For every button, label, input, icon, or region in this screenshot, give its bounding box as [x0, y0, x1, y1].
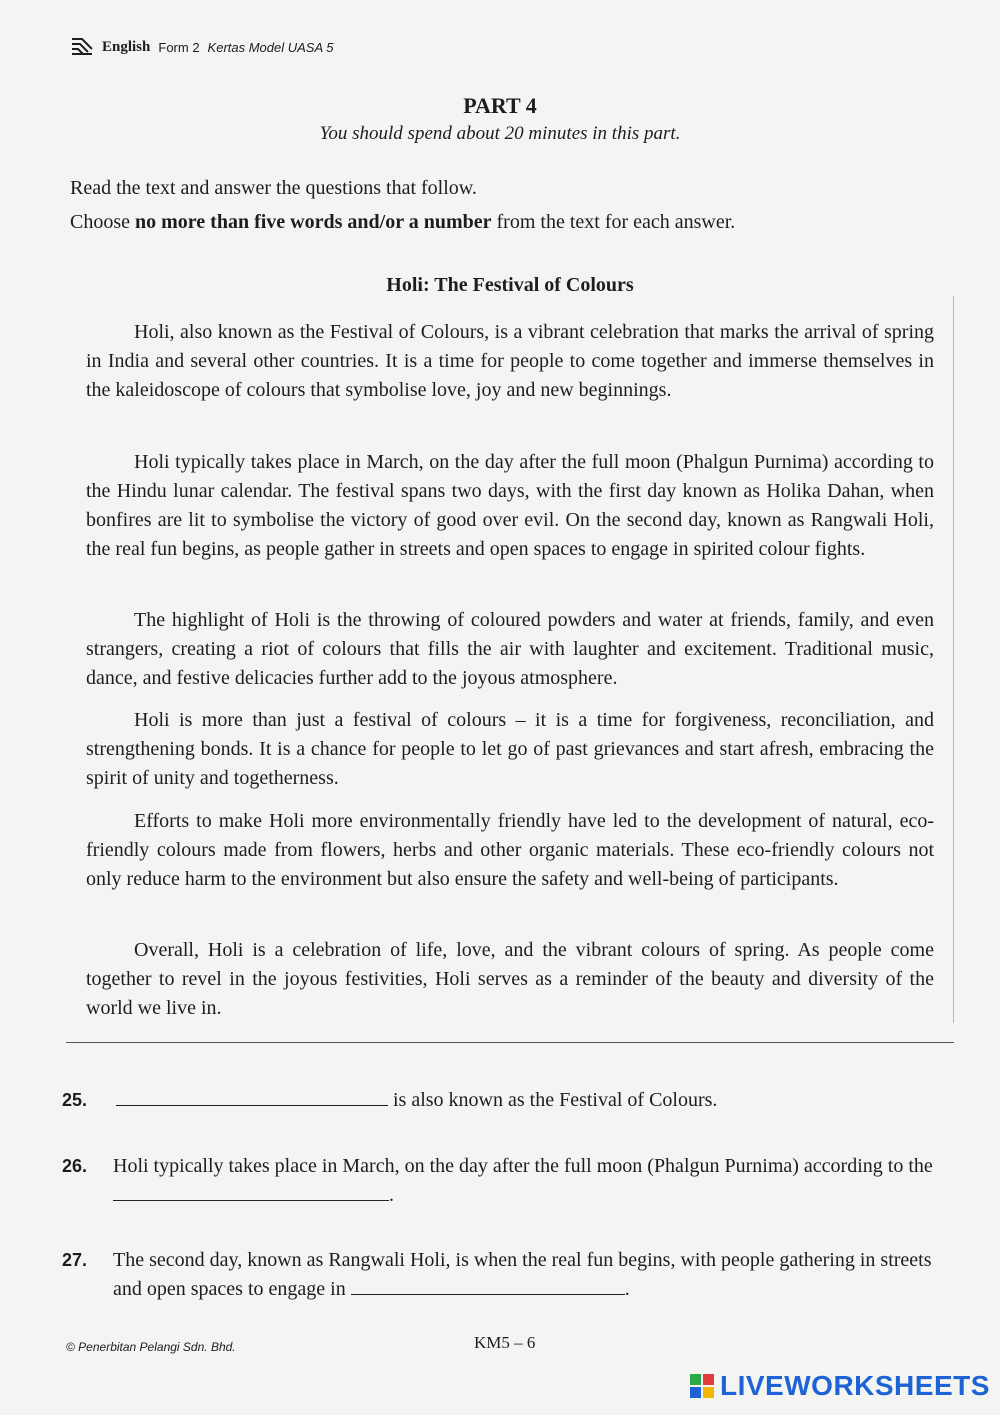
passage-paragraph-3: The highlight of Holi is the throwing of coloured powders and water at friends, family, and even strangers, creating a riot of colours that fills the air with laughter and excitement. Traditional music, dance, and festive delicacies further add to the joyous atmosphere.: [86, 609, 934, 689]
reading-passage: [66, 256, 954, 1043]
publisher-credit: © Penerbitan Pelangi Sdn. Bhd.: [66, 1340, 236, 1354]
page-header: [70, 36, 334, 58]
publisher-logo-icon: [70, 37, 94, 57]
answer-blank-25[interactable]: [116, 1104, 388, 1106]
question-number: 26.: [62, 1156, 88, 1176]
answer-blank-27[interactable]: [351, 1293, 625, 1295]
form-label: Form 2: [158, 39, 200, 55]
part-title: PART 4: [463, 93, 537, 118]
passage-paragraph-2: Holi typically takes place in March, on the day after the full moon (Phalgun Purnima) according to the Hindu lunar calendar. The festival spans two days, with the first day known as Holika Dahan, when bonfires are lit to symbolise the victory of good over evil. On the second day, known as Rangwali Holi, the real fun begins, as people gather in streets and open spaces to engage in spirited colour fights.: [86, 451, 934, 560]
instruction-line-2: Choose no more than five words and/or a number from the text for each answer.: [70, 211, 736, 233]
question-number: 27.: [62, 1250, 88, 1270]
passage-divider: [66, 1042, 954, 1043]
passage-paragraph-1: Holi, also known as the Festival of Colours, is a vibrant celebration that marks the arrival of spring in India and several other countries. It is a time for people to come together and immerse themselves in the kaleidoscope of colours that symbolise love, joy and new beginnings.: [86, 321, 934, 401]
passage-paragraph-5: Efforts to make Holi more environmentally friendly have led to the development of natural, eco-friendly colours made from flowers, herbs and other organic materials. These eco-friendly colours not only reduce harm to the environment but also ensure the safety and well-being of participants.: [86, 810, 934, 890]
passage-paragraph-4: Holi is more than just a festival of colours – it is a time for forgiveness, reconciliation, and strengthening bonds. It is a chance for people to let go of past grievances and start afresh, embracing the spirit of unity and togetherness.: [86, 709, 934, 789]
watermark-text: LIVEWORKSHEETS: [720, 1370, 990, 1401]
instruction-line-1: Read the text and answer the questions that follow.: [70, 177, 477, 199]
page-number: KM5 – 6: [474, 1333, 536, 1352]
passage-paragraph-6: Overall, Holi is a celebration of life, love, and the vibrant colours of spring. As people come together to revel in the joyous festivities, Holi serves as a reminder of the beauty and diversity of the world we live in.: [86, 939, 934, 1019]
subject-label: English: [102, 38, 151, 55]
liveworksheets-watermark: [690, 1370, 990, 1402]
question-number: 25.: [62, 1090, 88, 1110]
paper-label: Kertas Model UASA 5: [207, 39, 334, 55]
passage-title: Holi: The Festival of Colours: [386, 274, 634, 296]
instruction-emphasis: no more than five words and/or a number: [135, 211, 492, 233]
part-subtitle: You should spend about 20 minutes in this part.: [319, 123, 681, 144]
answer-blank-26[interactable]: [113, 1199, 389, 1201]
liveworksheets-logo-icon: [690, 1374, 714, 1398]
